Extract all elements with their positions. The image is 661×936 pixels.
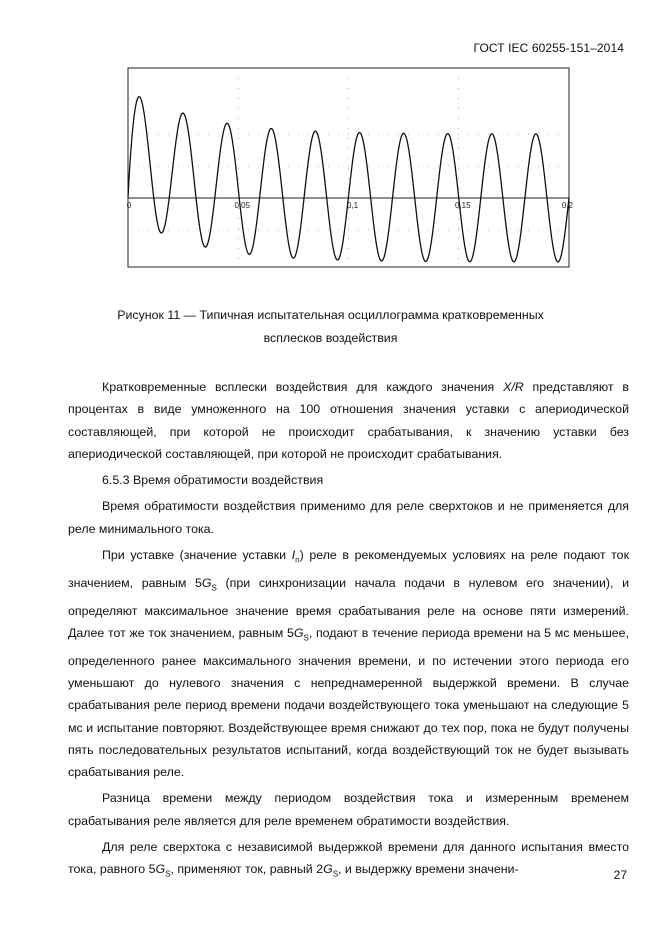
body-text [68, 376, 629, 890]
paragraph-time-difference: Разница времени между периодом воздействия тока и измеренным временем срабатывания реле является для реле временем обратимости воздействия. [68, 791, 629, 828]
figure-caption-line1: Рисунок 11 — Типичная испытательная осциллограмма кратковременных [117, 308, 544, 322]
page-number: 27 [613, 868, 627, 882]
x-tick-label: 0,2 [561, 201, 573, 210]
paragraph-reversal-scope: Время обратимости воздействия применимо для реле сверхтоков и не применяется для реле минимального тока. [68, 499, 629, 536]
oscillogram-figure [121, 67, 577, 271]
oscillogram-chart [121, 67, 577, 271]
standard-header: ГОСТ IEC 60255-151–2014 [473, 41, 624, 55]
x-tick-label: 0 [126, 201, 132, 210]
series-line-waveform [128, 97, 569, 262]
x-tick-label: 0,1 [346, 201, 359, 210]
section-heading-6-5-3: 6.5.3 Время обратимости воздействия [102, 473, 324, 488]
figure-caption-line2: всплесков воздействия [263, 331, 398, 345]
x-tick-label: 0,15 [454, 201, 471, 210]
chart-grid [128, 68, 569, 267]
chart-frame [128, 68, 569, 267]
paragraph-overcurrent-relay: Для реле сверхтока с независимой выдержкой времени для данного испытания вместо тока, равного $5G_S$, применяют ток, равный $2G_S$, и выдержку времени значени- [68, 840, 629, 879]
paragraph-test-procedure: При уставке (значение уставки $I_n$) реле в рекомендуемых условиях на реле подают ток значением, равным $5G_S$ (при синхронизации начала подачи в нулевом его значении), и определяют максимальное значение время срабатывания реле на основе пяти измерений. Далее тот же ток значением, равным $5G_S$, подают в течение периода времени на 5 мс меньшее, определенного ранее максимального значения времени, и по истечении этого периода его уменьшают до нулевого значения с непреднамеренной выдержкой времени. В случае срабатывания реле период времени подачи воздействующего тока уменьшают на следующие 5 мс и испытание повторяют. Воздействующее время снижают до тех пор, пока не будут получены пять последовательных результатов испытаний, когда воздействующий ток не будет вызывать срабатывания реле. [68, 548, 629, 780]
paragraph-short-bursts: Кратковременные всплески воздействия для каждого значения X/R представляют в процентах в виде умноженного на 100 отношения значения уставки с апериодической составляющей, при которой не происходит срабатывания, к значению уставки без апериодической составляющей, при которой не происходит срабатывания. [68, 380, 629, 461]
x-tick-labels [127, 201, 574, 210]
x-tick-label: 0,05 [234, 201, 251, 210]
